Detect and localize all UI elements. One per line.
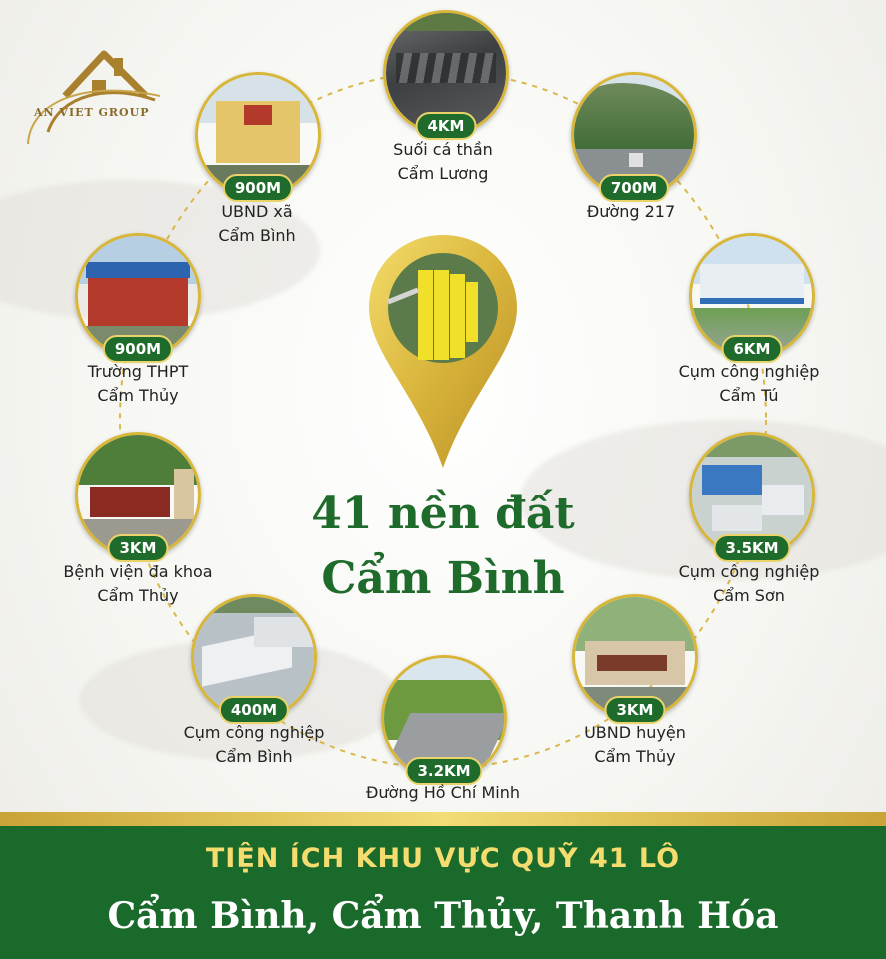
footer-banner bbox=[0, 818, 886, 959]
banner-subheading: Cẩm Bình, Cẩm Thủy, Thanh Hóa bbox=[107, 895, 779, 937]
distance-badge: 400M bbox=[219, 696, 289, 724]
amenity-label: Trường THPT Cẩm Thủy bbox=[87, 362, 189, 405]
amenity-node-ubnd-xa bbox=[195, 72, 321, 198]
amenity-label: Suối cá thần Cẩm Lương bbox=[393, 140, 493, 183]
center-title-line1: 41 nền đất bbox=[311, 488, 575, 539]
amenity-label: UBND huyện Cẩm Thủy bbox=[584, 723, 686, 766]
amenity-label: Bệnh viện đa khoa Cẩm Thủy bbox=[63, 562, 213, 605]
distance-badge: 3.2KM bbox=[405, 757, 482, 785]
brand-name: AN VIET GROUP bbox=[34, 106, 150, 119]
amenity-label: Đường Hồ Chí Minh bbox=[366, 783, 520, 802]
distance-badge: 3KM bbox=[605, 696, 666, 724]
amenity-node-suoi-ca-than bbox=[383, 10, 509, 136]
distance-badge: 3.5KM bbox=[713, 534, 790, 562]
distance-badge: 700M bbox=[599, 174, 669, 202]
amenity-node-duong-ho-chi-minh bbox=[381, 655, 507, 781]
amenity-node-duong-217 bbox=[571, 72, 697, 198]
amenity-node-ccn-cam-son bbox=[689, 432, 815, 558]
gold-stripe bbox=[0, 812, 886, 826]
amenity-label: Cụm công nghiệp Cẩm Sơn bbox=[678, 562, 820, 605]
center-title-line2: Cẩm Bình bbox=[321, 553, 565, 604]
amenity-node-ccn-cam-tu bbox=[689, 233, 815, 359]
distance-badge: 3KM bbox=[108, 534, 169, 562]
distance-badge: 900M bbox=[103, 335, 173, 363]
amenity-label: Cụm công nghiệp Cẩm Bình bbox=[183, 723, 325, 766]
amenity-label: UBND xã Cẩm Bình bbox=[218, 202, 296, 245]
amenity-node-benh-vien bbox=[75, 432, 201, 558]
distance-badge: 6KM bbox=[722, 335, 783, 363]
banner-heading: TIỆN ÍCH KHU VỰC QUỸ 41 LÔ bbox=[205, 843, 681, 874]
map-pin-icon bbox=[366, 232, 520, 472]
amenity-node-ccn-cam-binh bbox=[191, 594, 317, 720]
amenity-node-truong-thpt bbox=[75, 233, 201, 359]
amenity-label: Cụm công nghiệp Cẩm Tú bbox=[678, 362, 820, 405]
brand-logo bbox=[20, 34, 170, 144]
distance-badge: 4KM bbox=[416, 112, 477, 140]
distance-badge: 900M bbox=[223, 174, 293, 202]
amenity-label: Đường 217 bbox=[586, 202, 676, 221]
amenity-node-ubnd-huyen bbox=[572, 594, 698, 720]
